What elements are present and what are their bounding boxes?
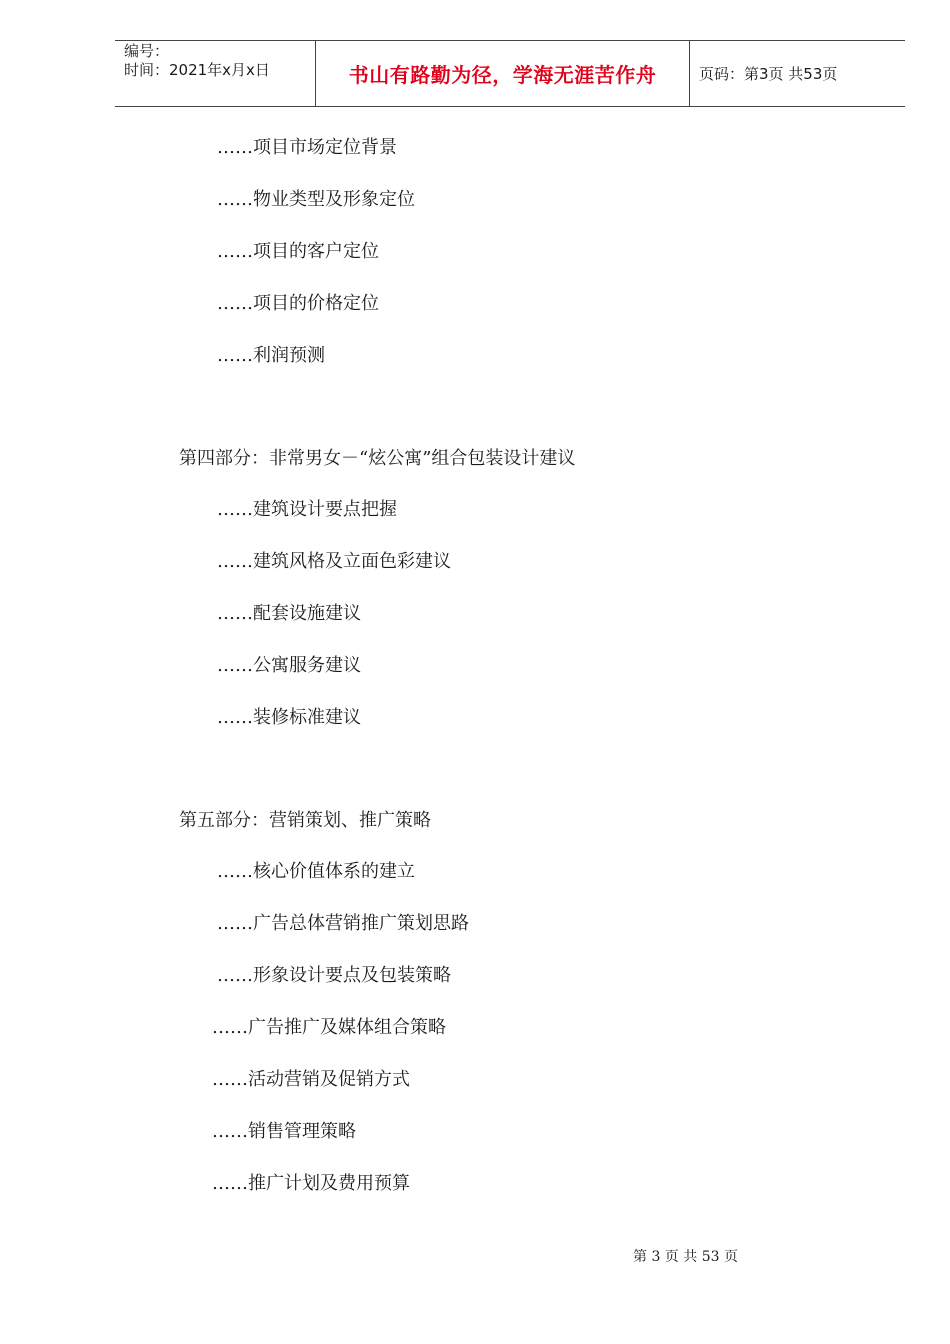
- toc-item: ……项目的价格定位: [217, 293, 379, 314]
- toc-item: ……销售管理策略: [212, 1121, 356, 1142]
- header-motto-cell: [316, 41, 690, 106]
- page-header: [115, 40, 905, 107]
- header-page-cell: [690, 41, 905, 106]
- serial-label: 编号：: [124, 42, 170, 60]
- section-heading: 第四部分：非常男女－“炫公寓”组合包装设计建议: [179, 448, 576, 469]
- toc-item: ……活动营销及促销方式: [212, 1069, 410, 1090]
- toc-item: ……配套设施建议: [217, 603, 361, 624]
- header-meta-cell: [115, 41, 316, 106]
- toc-item: ……物业类型及形象定位: [217, 189, 415, 210]
- motto-text: 书山有路勤为径，学海无涯苦作舟: [348, 63, 657, 87]
- page-info: 页码：第3页 共53页: [699, 65, 838, 83]
- section-heading: 第五部分：营销策划、推广策略: [179, 810, 431, 831]
- toc-item: ……建筑风格及立面色彩建议: [217, 551, 451, 572]
- toc-item: ……形象设计要点及包装策略: [217, 965, 451, 986]
- toc-item: ……广告推广及媒体组合策略: [212, 1017, 446, 1038]
- page-footer: 第 3 页 共 53 页: [633, 1249, 738, 1265]
- toc-item: ……利润预测: [217, 345, 325, 366]
- toc-item: ……装修标准建议: [217, 707, 361, 728]
- toc-item: ……项目市场定位背景: [217, 137, 397, 158]
- time-label: 时间：2021年x月x日: [124, 61, 270, 79]
- toc-item: ……项目的客户定位: [217, 241, 379, 262]
- toc-item: ……核心价值体系的建立: [217, 861, 415, 882]
- toc-item: ……建筑设计要点把握: [217, 499, 397, 520]
- toc-item: ……广告总体营销推广策划思路: [217, 913, 469, 934]
- toc-item: ……公寓服务建议: [217, 655, 361, 676]
- toc-item: ……推广计划及费用预算: [212, 1173, 410, 1194]
